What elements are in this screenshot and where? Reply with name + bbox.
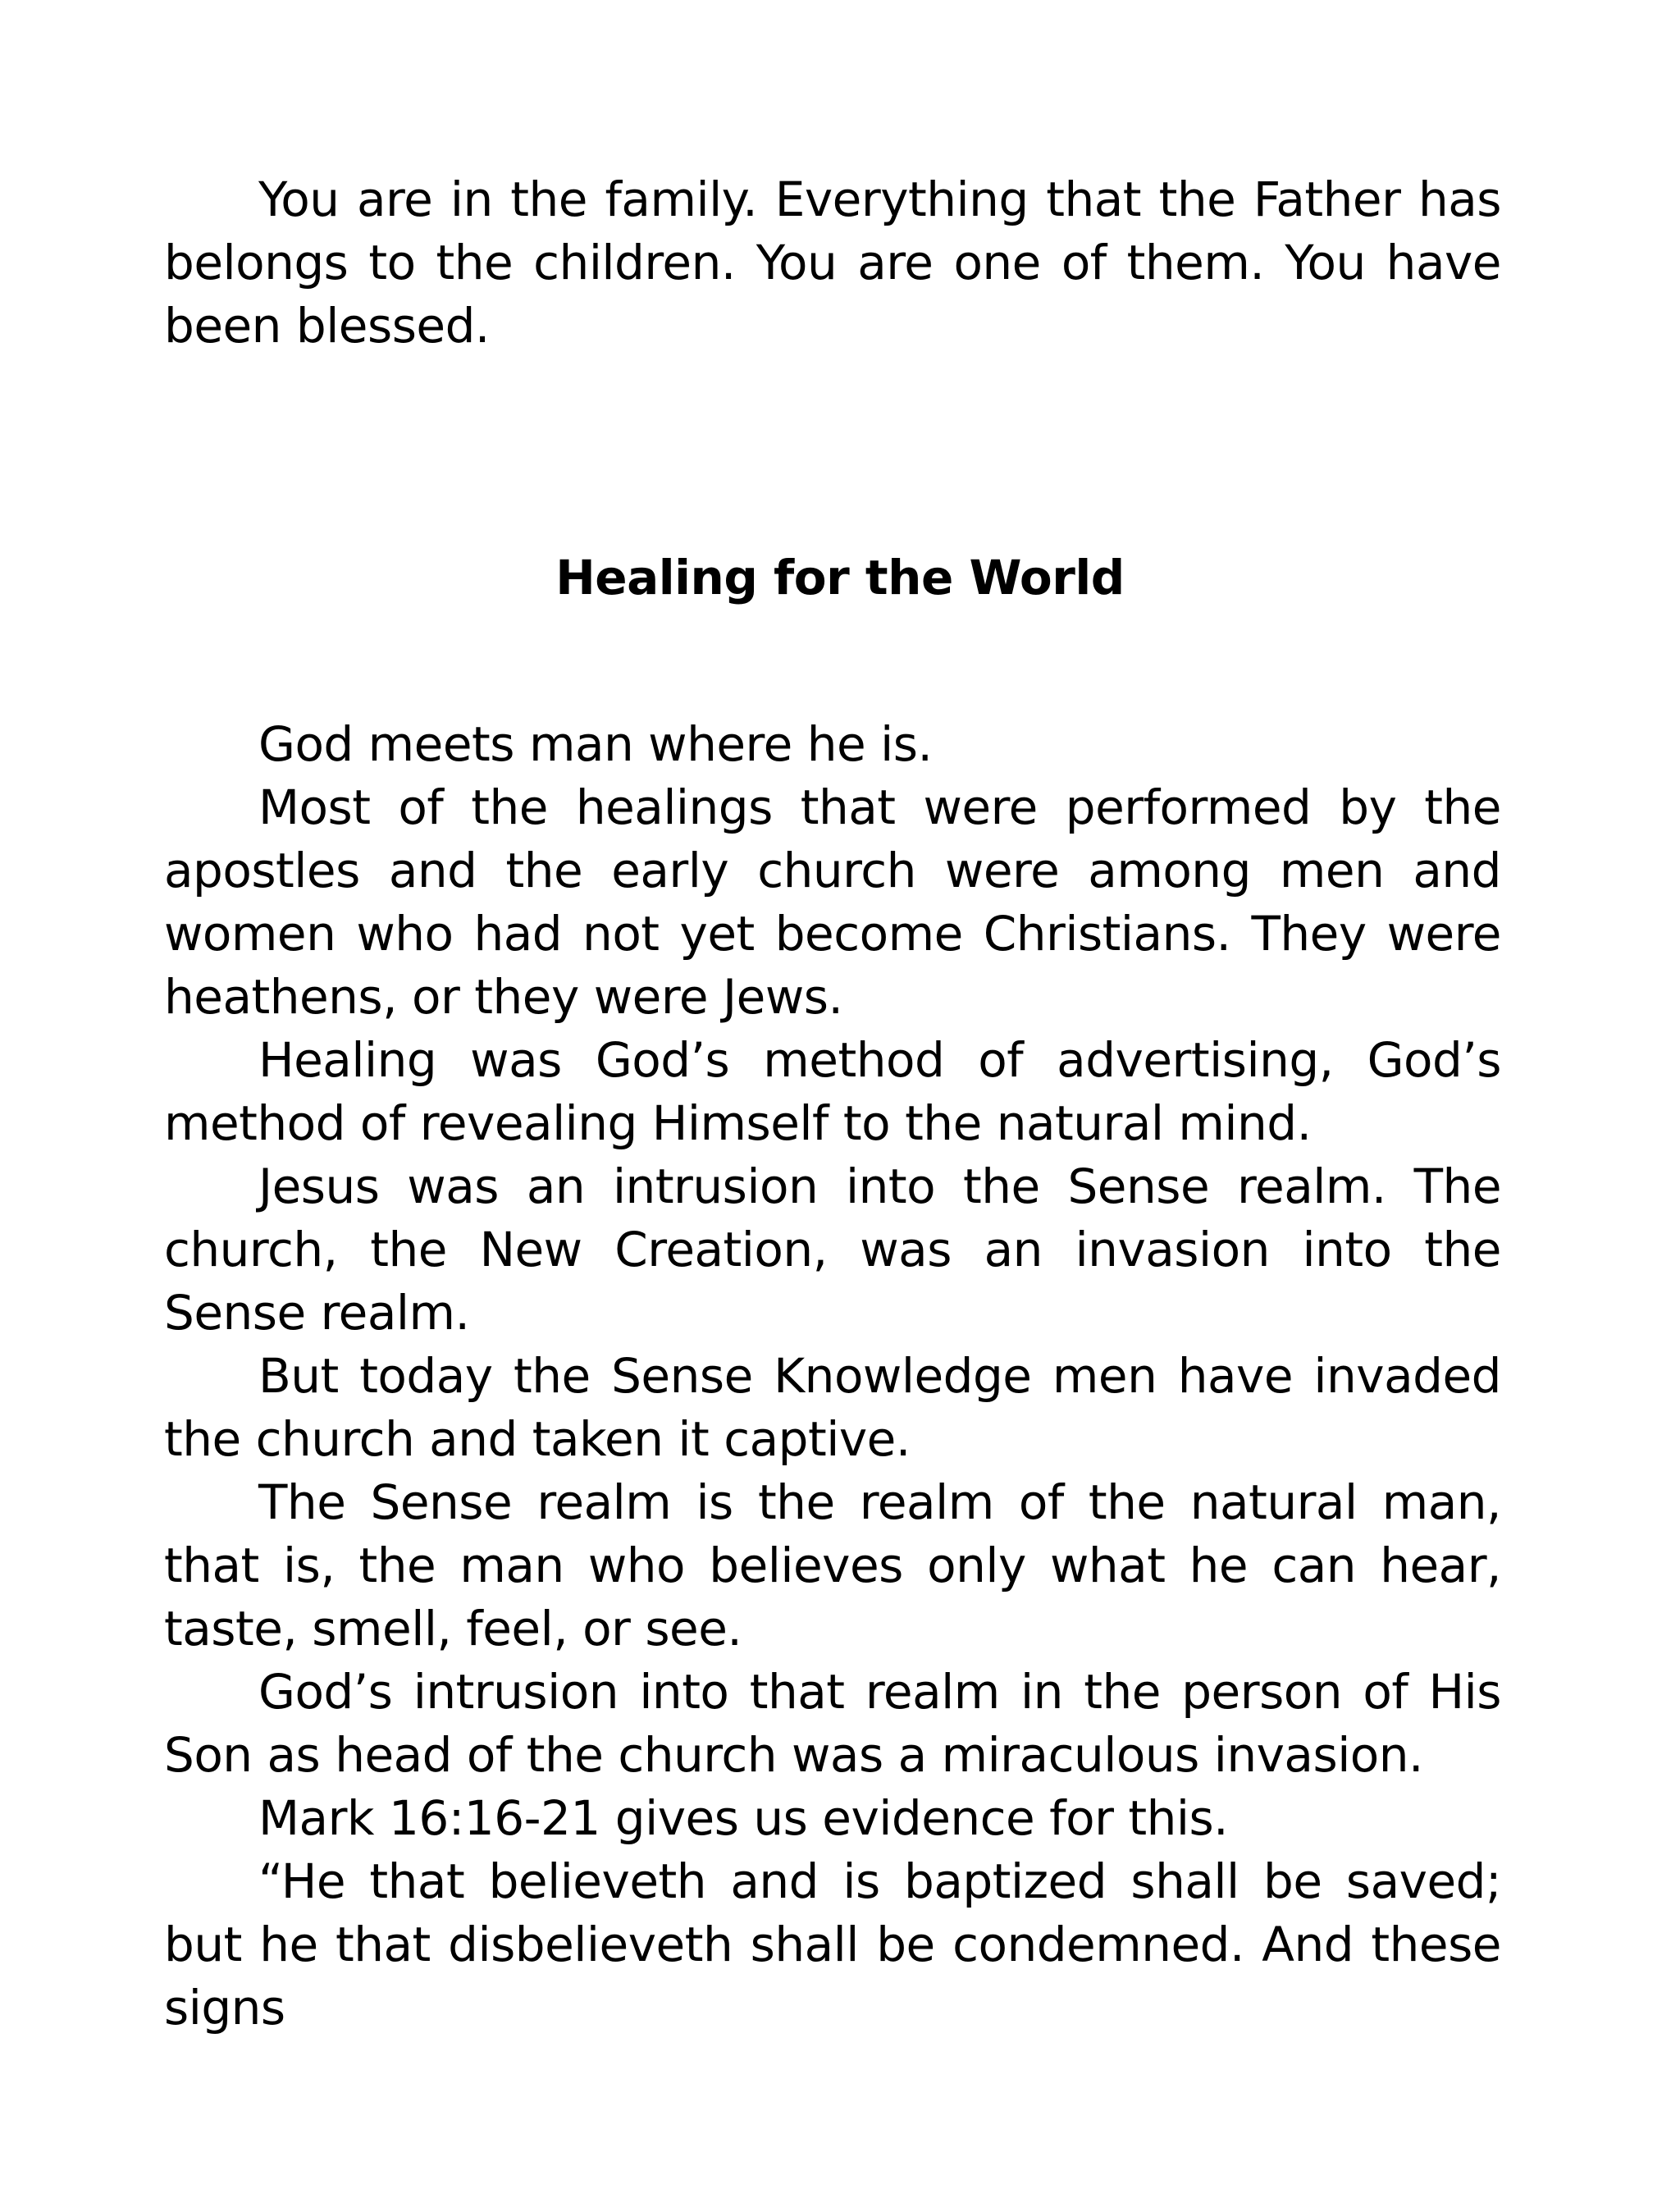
- body-paragraph: Mark 16:16-21 gives us evidence for this.: [258, 1790, 1229, 1846]
- intro-section: [164, 168, 1501, 358]
- body-paragraph: Jesus was an intrusion into the Sense realm. The church, the New Creation, was an invasion into the Sense realm.: [164, 1158, 1501, 1341]
- body-paragraph: God’s intrusion into that realm in the person of His Son as head of the church was a miraculous invasion.: [164, 1664, 1501, 1783]
- section-body: [164, 713, 1501, 2040]
- body-paragraph: Healing was God’s method of advertising, God’s method of revealing Himself to the natural mind.: [164, 1032, 1501, 1151]
- body-paragraph: “He that believeth and is baptized shall be saved; but he that disbelieveth shall be condemned. And these signs: [164, 1853, 1501, 2036]
- section-heading: Healing for the World: [555, 550, 1125, 605]
- intro-paragraph: You are in the family. Everything that the Father has belongs to the children. You are one of them. You have been blessed.: [164, 171, 1501, 354]
- body-paragraph: God meets man where he is.: [258, 716, 933, 772]
- body-paragraph: The Sense realm is the realm of the natural man, that is, the man who believes only what he can hear, taste, smell, feel, or see.: [164, 1474, 1501, 1656]
- body-paragraph: But today the Sense Knowledge men have invaded the church and taken it captive.: [164, 1348, 1501, 1467]
- body-paragraph: Most of the healings that were performed by the apostles and the early church were among men and women who had not yet become Christians. They were heathens, or they were Jews.: [164, 779, 1501, 1025]
